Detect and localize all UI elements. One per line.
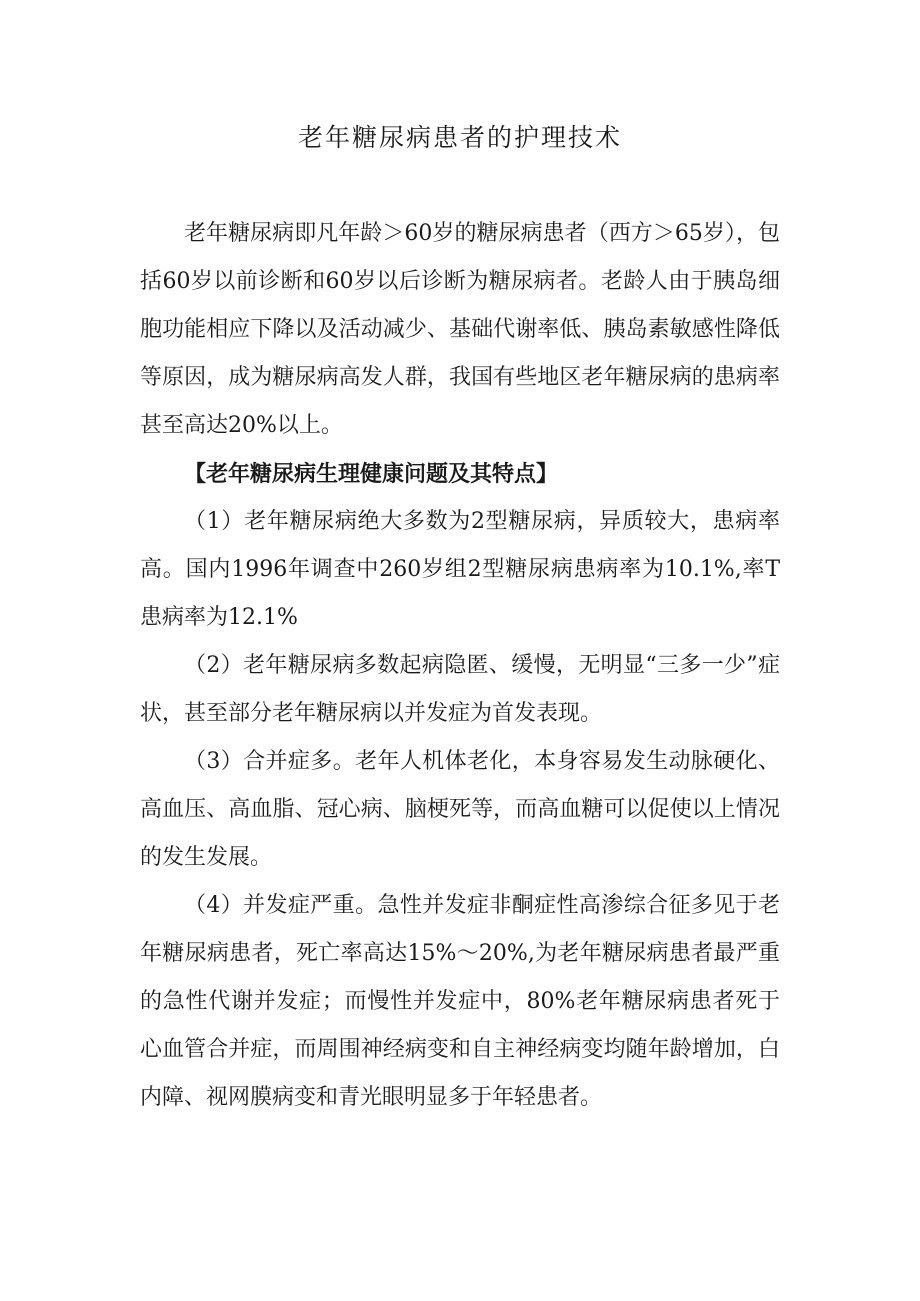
document-title: 老年糖尿病患者的护理技术: [297, 123, 622, 152]
item-paragraph-4: （4）并发症严重。急性并发症非酮症性高渗综合征多见于老年糖尿病患者，死亡率高达15%～20%,为老年糖尿病患者最严重的急性代谢并发症；而慢性并发症中，80%老年糖尿病患者死于心血管合并症，而周围神经病变和自主神经病变均随年龄增加，白内障、视网膜病变和青光眼明显多于年轻患者。: [140, 893, 780, 1110]
item-paragraph-2: （2）老年糖尿病多数起病隐匿、缓慢，无明显“三多一少”症状，甚至部分老年糖尿病以并发症为首发表现。: [140, 653, 780, 726]
intro-paragraph: 老年糖尿病即凡年龄＞60岁的糖尿病患者（西方＞65岁），包括60岁以前诊断和60岁以后诊断为糖尿病者。老龄人由于胰岛细胞功能相应下降以及活动减少、基础代谢率低、胰岛素敏感性降低等原因，成为糖尿病高发人群，我国有些地区老年糖尿病的患病率甚至高达20%以上。: [140, 221, 780, 438]
item-paragraph-1: （1）老年糖尿病绝大多数为2型糖尿病，异质较大，患病率高。国内1996年调查中260岁组2型糖尿病患病率为10.1%,率T患病率为12.1%: [140, 509, 780, 630]
document-body: [140, 210, 780, 1122]
item-paragraph-3: （3）合并症多。老年人机体老化，本身容易发生动脉硬化、高血压、高血脂、冠心病、脑梗死等，而高血糖可以促使以上情况的发生发展。: [140, 749, 780, 870]
section-heading: 【老年糖尿病生理健康问题及其特点】: [184, 461, 559, 487]
